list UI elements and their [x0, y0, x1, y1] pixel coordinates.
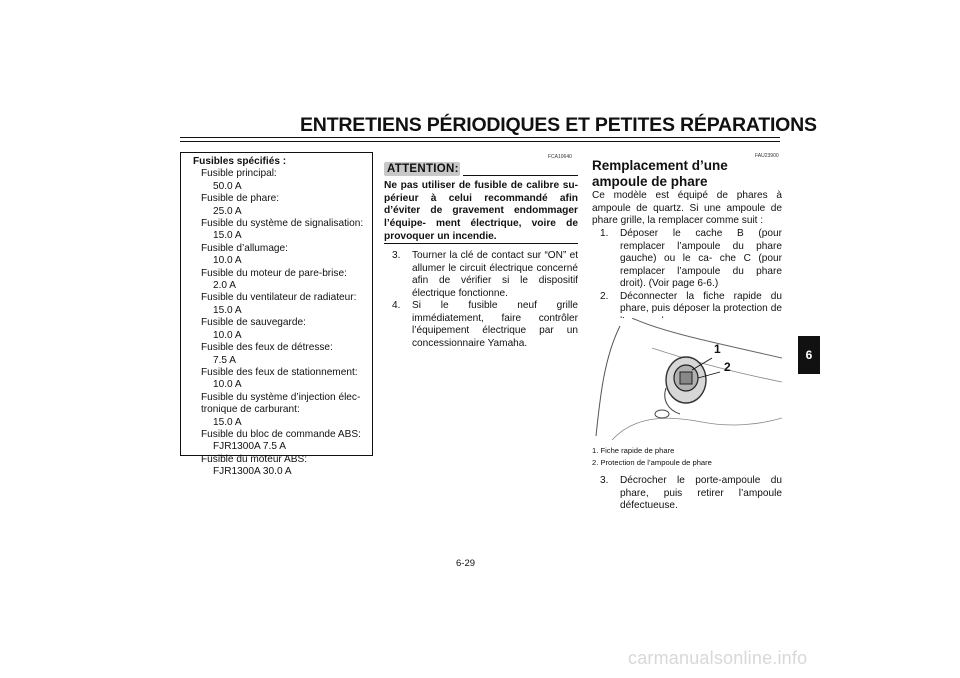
- step-text: Déconnecter la fiche rapide du phare, puis déposer la protection de: [620, 290, 782, 314]
- fuse-spec-heading: Fusibles spécifiés :: [193, 156, 287, 167]
- fuse-name: Fusible de phare:: [201, 193, 279, 205]
- fuse-value: 15.0 A: [213, 304, 242, 316]
- fuse-value: 10.0 A: [213, 379, 242, 391]
- step-number: 3.: [392, 250, 401, 261]
- title-rule-thin: [180, 141, 780, 142]
- fuse-name: Fusible des feux de détresse:: [201, 342, 333, 354]
- step-text: Décrocher le porte-ampoule du phare, puis retirer l’ampoule défectueuse.: [620, 475, 782, 511]
- bulb-steps-after: [600, 475, 782, 513]
- step-text: Tourner la clé de contact sur “ON” et allumer le circuit électrique concerné afin de vérifier si le dispositif électrique fonctionne.: [412, 250, 578, 299]
- attention-badge: ATTENTION:: [384, 162, 460, 176]
- fuse-value: 2.0 A: [213, 280, 237, 292]
- bulb-section-code: FAU23900: [755, 153, 779, 159]
- bulb-section-title: Remplacement d’une ampoule de phare: [592, 158, 728, 189]
- fuse-name: Fusible de sauvegarde:: [201, 317, 306, 329]
- steps-middle: [392, 250, 578, 350]
- fuse-name: Fusible du système de signalisation:: [201, 218, 364, 230]
- caution-text: Ne pas utiliser de fusible de calibre su- périeur à celui recommandé afin d’éviter de gravement endommager l’équipe- ment électrique, voire de provoquer un incendie.: [384, 180, 578, 242]
- fuse-value: 15.0 A: [213, 416, 242, 428]
- fuse-name: Fusible du système d’injection élec- tronique de carburant:: [201, 391, 361, 416]
- section-tab: 6: [798, 336, 820, 374]
- figure-label-1: 1: [714, 342, 721, 356]
- fuse-value: 15.0 A: [213, 230, 242, 242]
- attention-rule: [463, 175, 578, 176]
- fuse-name: Fusible du moteur de pare-brise:: [201, 267, 347, 279]
- fuse-list: [201, 168, 372, 478]
- fuse-value: 7.5 A: [213, 354, 237, 366]
- step-item: [600, 228, 782, 291]
- step-item: [392, 300, 578, 350]
- step-text: Déposer le cache B (pour remplacer l’ampoule du phare gauche) ou le ca- che C (pour remplacer l’ampoule du phare droit). (Voir page 6-6.): [620, 228, 782, 289]
- caution-end-rule: [384, 243, 578, 244]
- title-rule: [180, 137, 780, 138]
- headlight-illustration: [592, 318, 782, 440]
- caption-1: 1. Fiche rapide de phare: [592, 446, 675, 455]
- page-title: ENTRETIENS PÉRIODIQUES ET PETITES RÉPARATIONS: [300, 114, 817, 136]
- fuse-value: 10.0 A: [213, 329, 242, 341]
- step-number: 2.: [600, 290, 609, 302]
- fuse-spec-box: [180, 152, 373, 478]
- step-number: 3.: [600, 475, 609, 486]
- fuse-name: Fusible des feux de stationnement:: [201, 366, 358, 378]
- figure-label-2: 2: [724, 360, 731, 374]
- step-text: Si le fusible neuf grille immédiatement, faire contrôler l’équipement électrique par un concessionnaire Yamaha.: [412, 300, 578, 349]
- step-item: [600, 475, 782, 513]
- step-number: 1.: [600, 228, 609, 239]
- caution-code: FCA10640: [548, 154, 572, 160]
- fuse-name: Fusible du moteur ABS:: [201, 453, 308, 465]
- fuse-value: 10.0 A: [213, 255, 242, 267]
- headlight-figure: [592, 318, 782, 440]
- bulb-intro: Ce modèle est équipé de phares à ampoule de quartz. Si une ampoule de phare grille, la remplacer comme suit :: [592, 190, 782, 226]
- watermark: carmanualsonline.info: [628, 648, 808, 668]
- fuse-value: FJR1300A 7.5 A: [213, 441, 286, 453]
- fuse-name: Fusible du ventilateur de radiateur:: [201, 292, 357, 304]
- page-number: 6-29: [456, 558, 476, 569]
- step-item: [392, 250, 578, 300]
- step-number: 4.: [392, 300, 401, 311]
- bulb-steps: [600, 228, 782, 328]
- fuse-name: Fusible du bloc de commande ABS:: [201, 428, 361, 440]
- figure-captions: [592, 445, 792, 468]
- fuse-value: 50.0 A: [213, 180, 242, 192]
- fuse-name: Fusible principal:: [201, 168, 277, 180]
- fuse-value: 25.0 A: [213, 205, 242, 217]
- caption-2: 2. Protection de l’ampoule de phare: [592, 457, 712, 467]
- fuse-value: FJR1300A 30.0 A: [213, 466, 292, 478]
- fuse-name: Fusible d’allumage:: [201, 242, 288, 254]
